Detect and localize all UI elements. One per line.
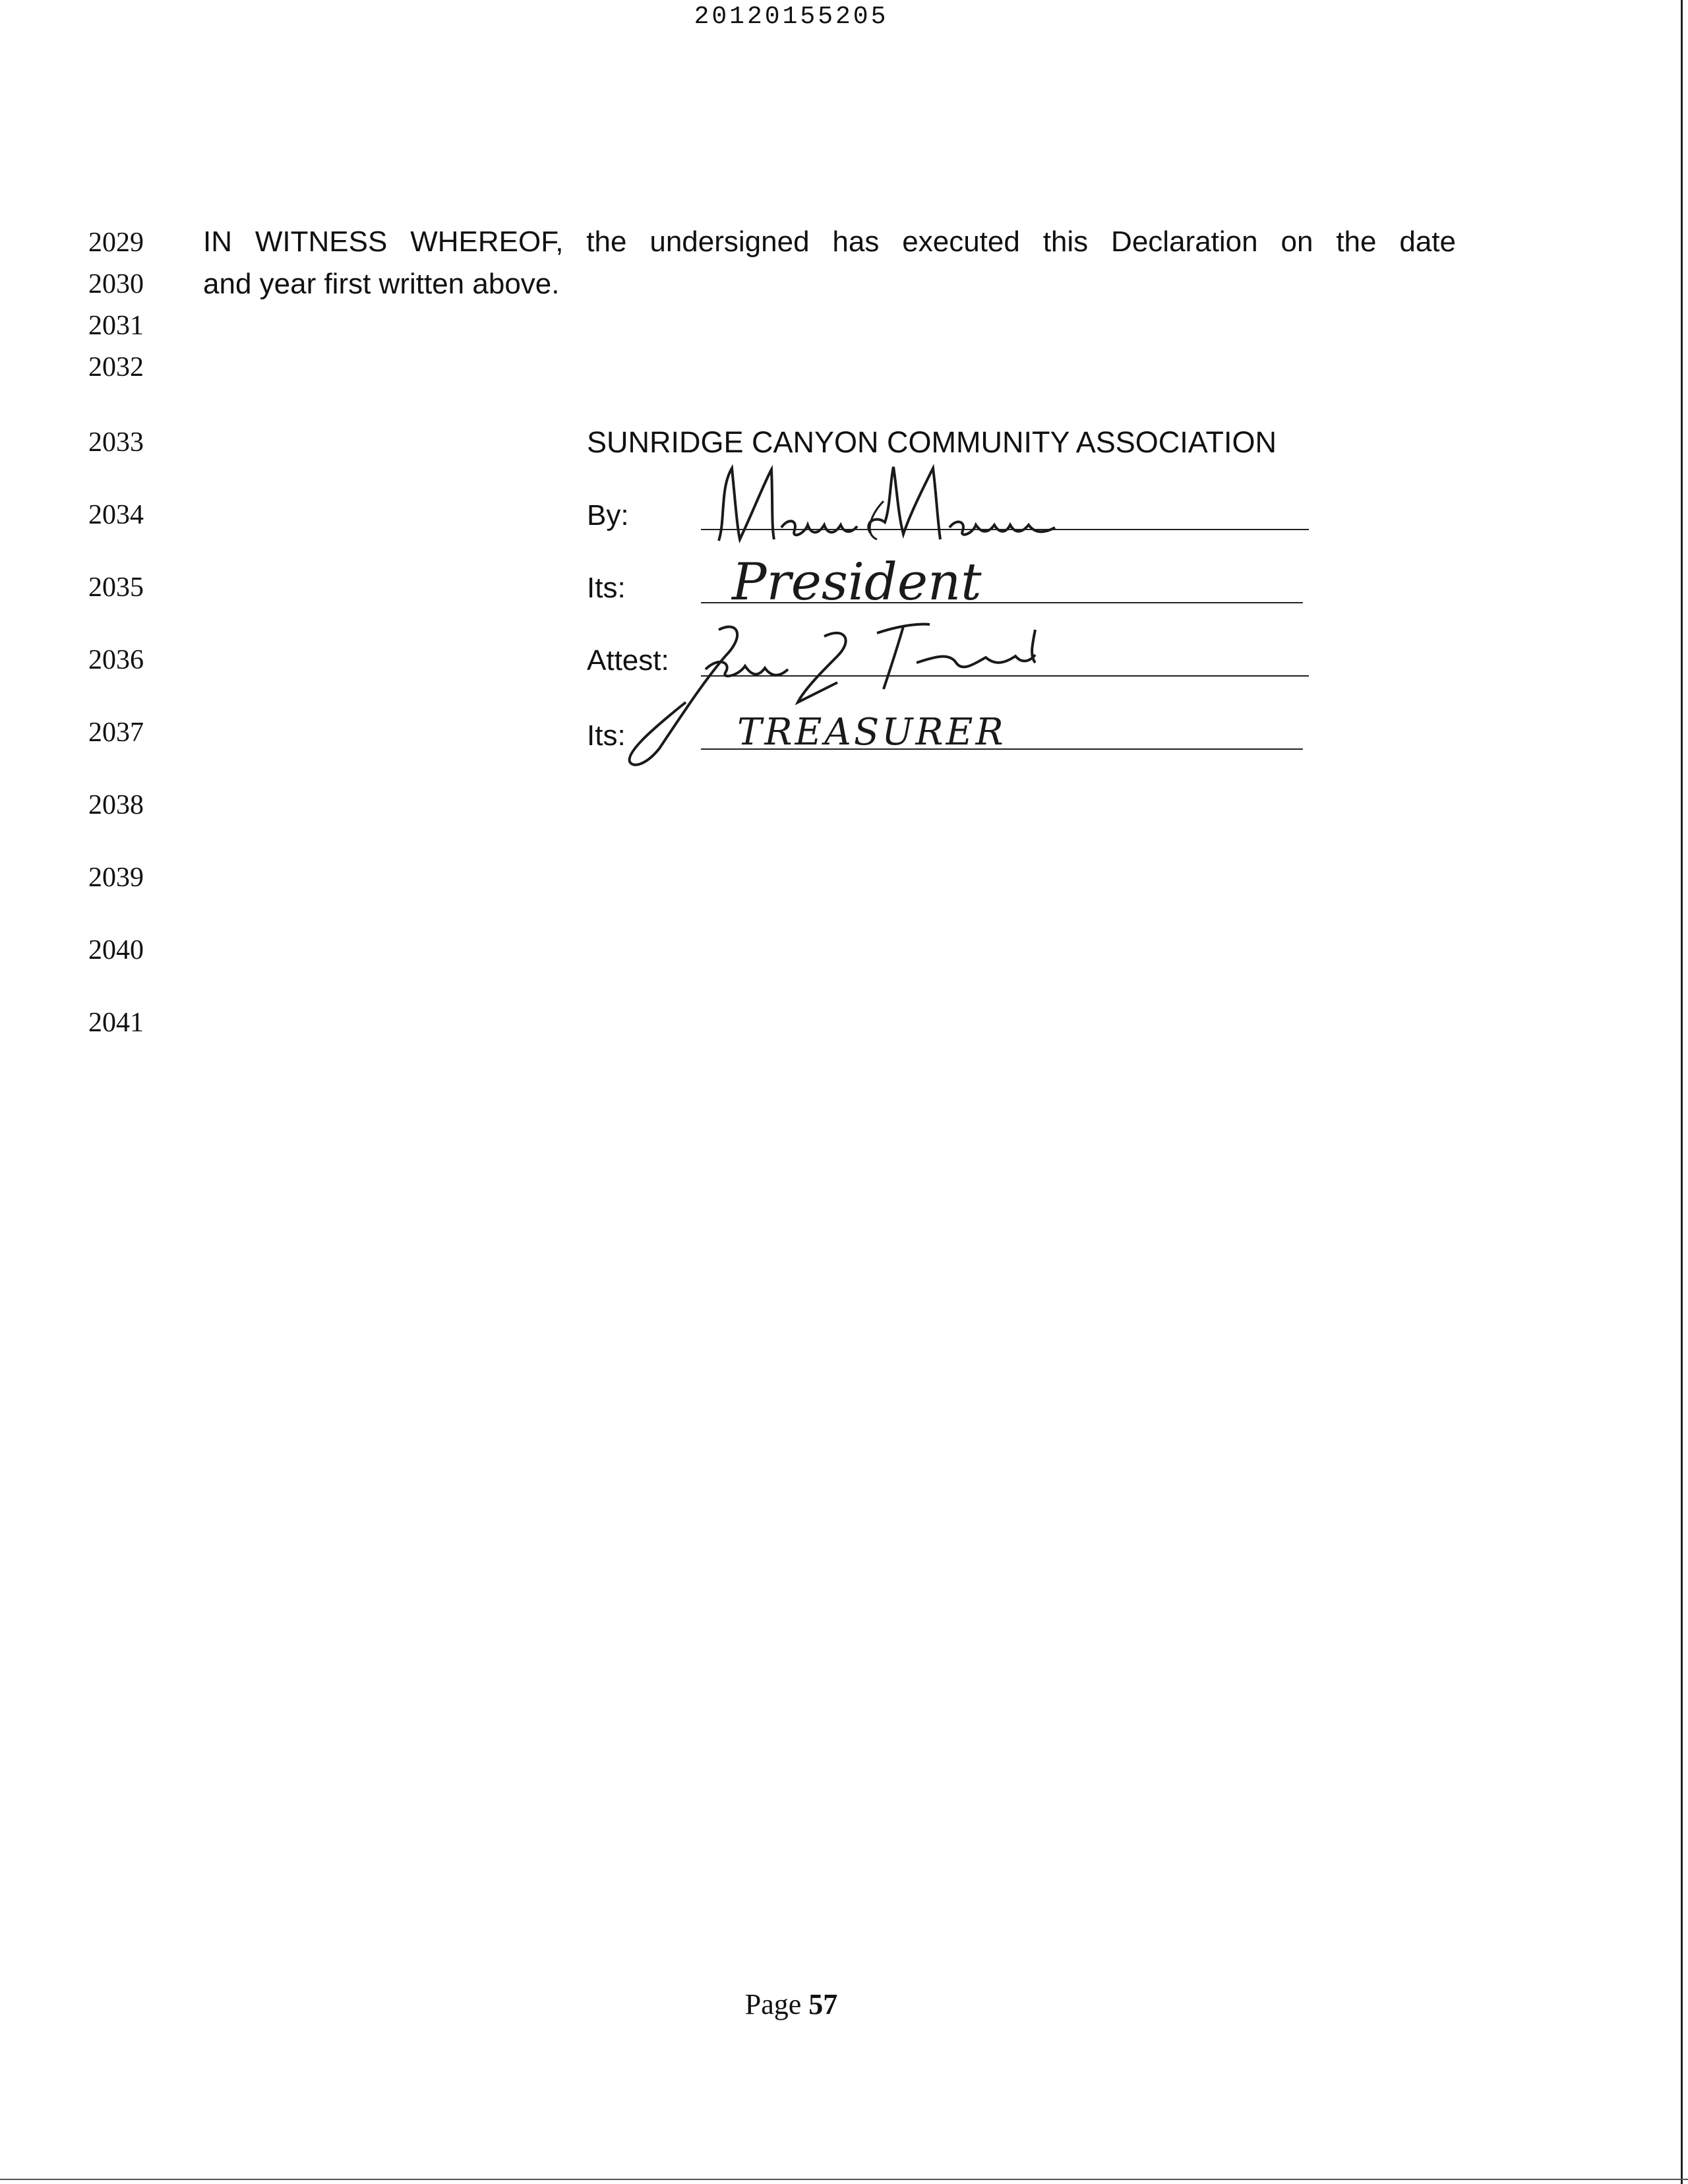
- its-value-treasurer: TREASURER: [737, 711, 1006, 754]
- recording-number: 20120155205: [694, 3, 889, 31]
- attest-label: Attest:: [587, 644, 669, 677]
- association-name: SUNRIDGE CANYON COMMUNITY ASSOCIATION: [587, 425, 1277, 459]
- line-number: 2030: [88, 269, 144, 299]
- its-value-president: President: [732, 553, 982, 612]
- line-number: 2033: [88, 427, 144, 458]
- line-number: 2037: [88, 717, 144, 748]
- by-label: By:: [587, 499, 629, 531]
- line-number: 2029: [88, 228, 144, 258]
- line-number: 2034: [88, 500, 144, 530]
- line-number: 2041: [88, 1008, 144, 1038]
- page-footer: [0, 1987, 1582, 2021]
- page-edge-bottom: [0, 2179, 1688, 2180]
- line-number: 2035: [88, 572, 144, 603]
- its-label-1: Its:: [587, 572, 626, 604]
- page-number: 57: [808, 1988, 838, 2020]
- page-edge-right: [1681, 0, 1683, 2184]
- line-number: 2039: [88, 863, 144, 893]
- witness-clause-line-2: and year first written above.: [203, 268, 560, 300]
- line-number: 2040: [88, 935, 144, 965]
- nancy-harris-signature-icon: [706, 462, 1114, 561]
- its-label-2: Its:: [587, 719, 626, 752]
- line-number: 2031: [88, 311, 144, 341]
- witness-clause-line-1: IN WITNESS WHEREOF, the undersigned has executed this Declaration on the date: [203, 226, 1456, 258]
- page-label: Page: [744, 1988, 802, 2020]
- line-number: 2038: [88, 790, 144, 820]
- line-number: 2036: [88, 645, 144, 675]
- line-number: 2032: [88, 352, 144, 382]
